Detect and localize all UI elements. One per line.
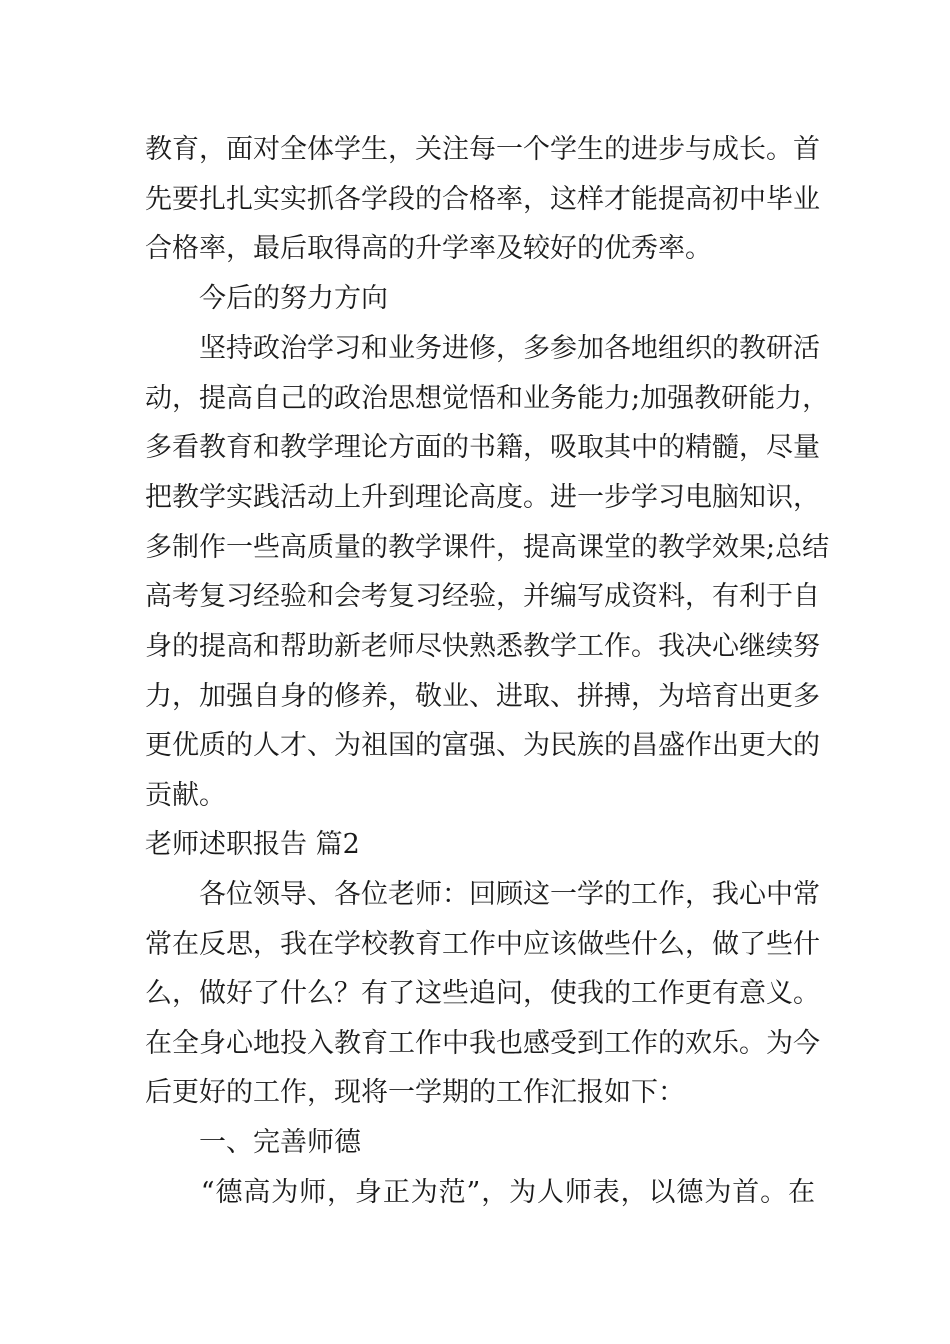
text-line: 多制作一些高质量的教学课件，提高课堂的教学效果;总结: [145, 532, 830, 563]
text-line: “德高为师，身正为范”，为人师表，以德为首。在: [145, 1177, 815, 1208]
text-line: 各位领导、各位老师：回顾这一学的工作，我心中常: [145, 879, 820, 910]
text-line: 身的提高和帮助新老师尽快熟悉教学工作。我决心继续努: [145, 631, 820, 662]
text-line: 合格率，最后取得高的升学率及较好的优秀率。: [145, 233, 712, 264]
text-line: 多看教育和教学理论方面的书籍，吸取其中的精髓，尽量: [145, 432, 820, 463]
text-line: 在全身心地投入教育工作中我也感受到工作的欢乐。为今: [145, 1028, 820, 1059]
section-heading: 一、完善师德: [145, 1127, 361, 1158]
text-line: 动，提高自己的政治思想觉悟和业务能力;加强教研能力，: [145, 383, 830, 414]
text-line: 坚持政治学习和业务进修，多参加各地组织的教研活: [145, 333, 820, 364]
text-line: 把教学实践活动上升到理论高度。进一步学习电脑知识，: [145, 482, 820, 513]
text-line: 么，做好了什么？有了这些追问，使我的工作更有意义。: [145, 978, 820, 1009]
text-line: 常在反思，我在学校教育工作中应该做些什么，做了些什: [145, 929, 820, 960]
text-line: 更优质的人才、为祖国的富强、为民族的昌盛作出更大的: [145, 730, 820, 761]
text-line: 先要扎扎实实抓各学段的合格率，这样才能提高初中毕业: [145, 184, 820, 215]
text-line: 高考复习经验和会考复习经验，并编写成资料，有利于自: [145, 581, 820, 612]
document-title: 老师述职报告 篇2: [145, 829, 360, 860]
text-line: 贡献。: [145, 780, 226, 811]
text-line: 力，加强自身的修养，敬业、进取、拼搏，为培育出更多: [145, 681, 820, 712]
text-line: 后更好的工作，现将一学期的工作汇报如下：: [145, 1077, 685, 1108]
text-line: 教育，面对全体学生，关注每一个学生的进步与成长。首: [145, 134, 820, 165]
section-heading: 今后的努力方向: [145, 283, 388, 314]
